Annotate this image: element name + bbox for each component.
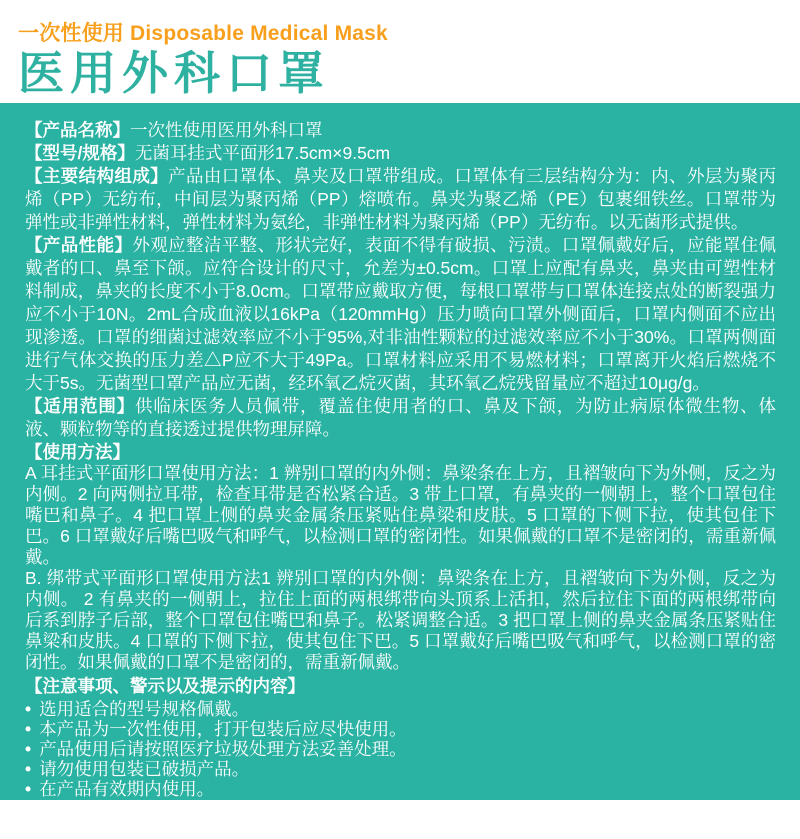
section-label-performance: 【产品性能】: [25, 235, 133, 255]
notice-item: • 请勿使用包装已破损产品。: [25, 759, 776, 779]
section-model-spec: [25, 142, 776, 165]
section-text-performance: 外观应整洁平整、形状完好，表面不得有破损、污渍。口罩佩戴好后，应能罩住佩戴者的口、鼻至下颌。应符合设计的尺寸，允差为±0.5cm。口罩上应配有鼻夹，鼻夹由可塑性材料制成，鼻夹的长度不小于8.0cm。口罩带应戴取方便，每根口罩带与口罩体连接点处的断裂强力应不小于10N。2mL合成血液以16kPa（120mmHg）压力喷向口罩外侧面后，口罩内侧面不应出现渗透。口罩的细菌过滤效率应不小于95%,对非油性颗粒的过滤效率应不小于30%。口罩两侧面进行气体交换的压力差△P应不大于49Pa。口罩材料应采用不易燃材料；口罩离开火焰后燃烧不大于5s。无菌型口罩产品应无菌，经环氧乙烷灭菌，其环氧乙烷残留量应不超过10μg/g。: [25, 235, 776, 393]
notice-item: • 建议每次佩戴时间不超过8小时。: [25, 799, 776, 819]
section-performance: [25, 234, 776, 395]
section-structure: [25, 165, 776, 234]
section-label-scope: 【适用范围】: [25, 396, 136, 416]
section-text-structure: 产品由口罩体、鼻夹及口罩带组成。口罩体有三层结构分为：内、外层为聚丙烯（PP）无纺布，中间层为聚丙烯（PP）熔喷布。鼻夹为聚乙烯（PE）包裹细铁丝。口罩带为弹性或非弹性材料，弹性材料为氨纶，非弹性材料为聚丙烯（PP）无纺布。以无菌形式提供。: [25, 166, 777, 232]
section-text-model-spec: 无菌耳挂式平面形17.5cm×9.5cm: [134, 143, 391, 163]
notice-item: • 本产品为一次性使用，打开包装后应尽快使用。: [25, 719, 776, 739]
notice-list: [25, 699, 776, 839]
header-banner: [0, 0, 800, 103]
usage-method-a: A 耳挂式平面形口罩使用方法：1 辨别口罩的内外侧：鼻梁条在上方，且褶皱向下为外侧，反之为内侧。2 向两侧拉耳带，检查耳带是否松紧合适。3 带上口罩，有鼻夹的一侧朝上，整个口罩包住嘴巴和鼻子。4 把口罩上侧的鼻夹金属条压紧贴住鼻梁和皮肤。5 口罩的下侧下拉，使其包住下巴。6 口罩戴好后嘴巴吸气和呼气，以检测口罩的密闭性。如果佩戴的口罩不是密闭的，需重新佩戴。: [25, 463, 776, 567]
section-product-name: [25, 119, 776, 142]
notice-item: • 在产品有效期内使用。: [25, 779, 776, 799]
page-title: 医用外科口罩: [18, 47, 330, 99]
section-text-scope: 供临床医务人员佩带，覆盖住使用者的口、鼻及下颌，为防止病原体微生物、体液、颗粒物等的直接透过提供物理屏障。: [25, 396, 777, 439]
section-text-product-name: 一次性使用医用外科口罩: [130, 120, 323, 140]
section-label-structure: 【主要结构组成】: [25, 166, 169, 186]
section-label-product-name: 【产品名称】: [25, 120, 130, 140]
usage-section-label: 【使用方法】: [25, 442, 130, 462]
notices-section-label: 【注意事项、警示以及提示的内容】: [25, 676, 305, 696]
notice-item: • 本产品为无菌提供，使用前应仔细阅读说明书。: [25, 819, 776, 839]
section-label-model-spec: 【型号/规格】: [25, 143, 135, 163]
usage-section-heading: [25, 441, 776, 463]
usage-method-b: B. 绑带式平面形口罩使用方法1 辨别口罩的内外侧：鼻梁条在上方，且褶皱向下为外侧，反之为内侧。 2 有鼻夹的一侧朝上，拉住上面的两根绑带向头顶系上活扣，然后拉住下面的两根绑带向后系到脖子后部，整个口罩包住嘴巴和鼻子。松紧调整合适。3 把口罩上侧的鼻夹金属条压紧贴住鼻梁和皮肤。4 口罩的下侧下拉，使其包住下巴。5 口罩戴好后嘴巴吸气和呼气，以检测口罩的密闭性。如果佩戴的口罩不是密闭的，需重新佩戴。: [25, 568, 776, 672]
notice-item: • 产品使用后请按照医疗垃圾处理方法妥善处理。: [25, 739, 776, 759]
notice-item: • 选用适合的型号规格佩戴。: [25, 699, 776, 719]
product-details: [0, 103, 800, 839]
product-tagline: 一次性使用 Disposable Medical Mask: [18, 22, 388, 45]
section-scope: [25, 395, 776, 441]
notices-section-heading: [25, 675, 776, 697]
